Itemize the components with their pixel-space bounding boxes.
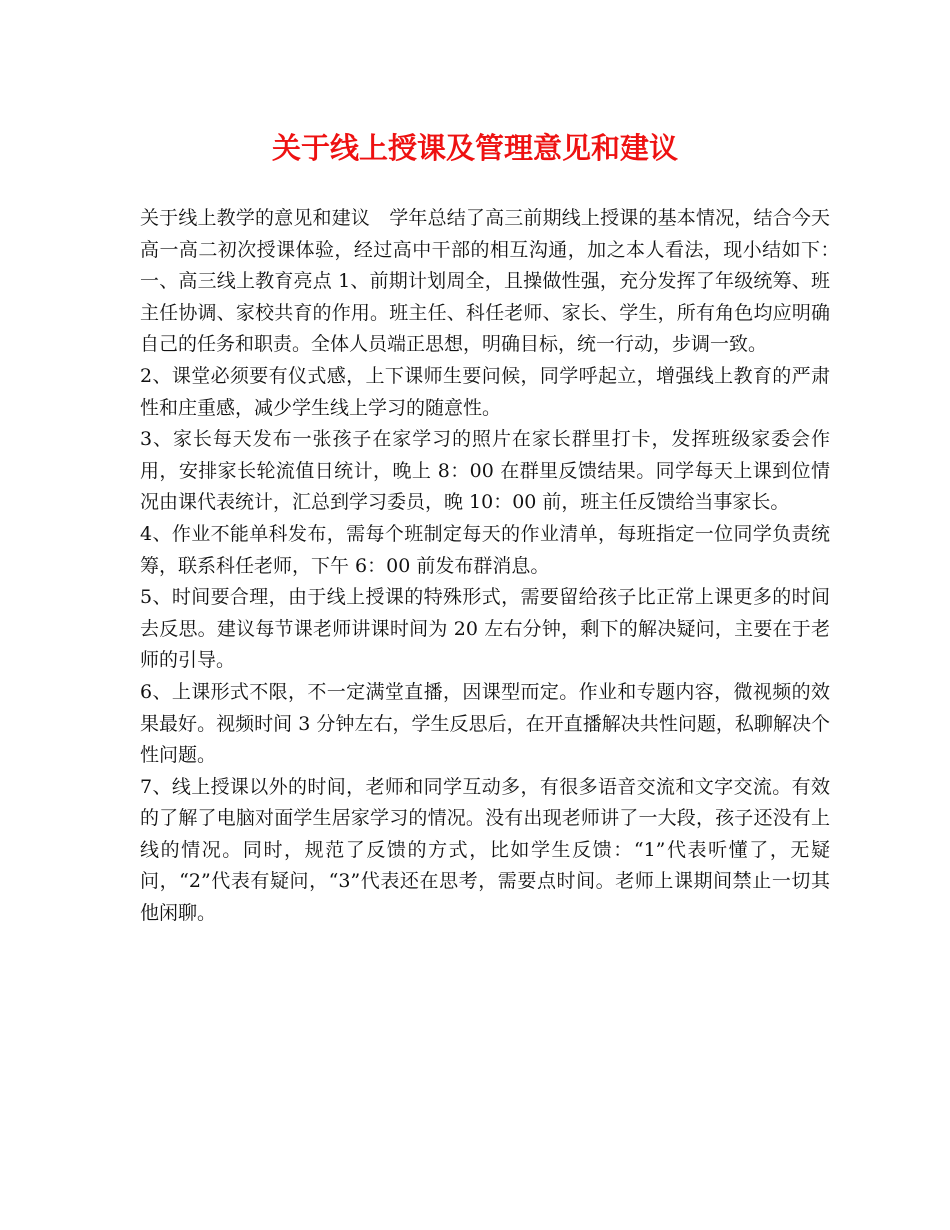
paragraph-item-7: 7、线上授课以外的时间，老师和同学互动多，有很多语音交流和文字交流。有效的了解了电脑对面学生居家学习的情况。没有出现老师讲了一大段，孩子还没有上线的情况。同时，规范了反馈的方式，比如学生反馈：“1”代表听懂了，无疑问，“2”代表有疑问，“3”代表还在思考，需要点时间。老师上课期间禁止一切其他闲聊。 [140, 775, 830, 925]
document-title: 关于线上授课及管理意见和建议 [271, 131, 678, 165]
paragraph-item-5: 5、时间要合理，由于线上授课的特殊形式，需要留给孩子比正常上课更多的时间去反思。建议每节课老师讲课时间为 20 左右分钟，剩下的解决疑问，主要在于老师的引导。 [140, 586, 830, 672]
paragraph-item-2: 2、课堂必须要有仪式感，上下课师生要问候，同学呼起立，增强线上教育的严肃性和庄重感，减少学生线上学习的随意性。 [140, 364, 830, 419]
document-body [140, 203, 869, 930]
paragraph-item-3: 3、家长每天发布一张孩子在家学习的照片在家长群里打卡，发挥班级家委会作用，安排家长轮流值日统计，晚上 8：00 在群里反馈结果。同学每天上课到位情况由课代表统计，汇总到学习委员，晚 10：00 前，班主任反馈给当事家长。 [140, 428, 830, 514]
paragraph-item-4: 4、作业不能单科发布，需每个班制定每天的作业清单，每班指定一位同学负责统筹，联系科任老师，下午 6：00 前发布群消息。 [140, 522, 830, 577]
paragraph-item-6: 6、上课形式不限，不一定满堂直播，因课型而定。作业和专题内容，微视频的效果最好。视频时间 3 分钟左右，学生反思后，在开直播解决共性问题，私聊解决个性问题。 [140, 680, 830, 767]
paragraph-intro: 关于线上教学的意见和建议 学年总结了高三前期线上授课的基本情况，结合今天高一高二初次授课体验，经过高中干部的相互沟通，加之本人看法，现小结如下： 一、高三线上教育亮点 1、前期计划周全，且操做性强，充分发挥了年级统筹、班主任协调、家校共育的作用。班主任、科任老师、家长、学生，所有角色均应明确自己的任务和职责。全体人员端正思想，明确目标，统一行动，步调一致。 [140, 207, 869, 356]
